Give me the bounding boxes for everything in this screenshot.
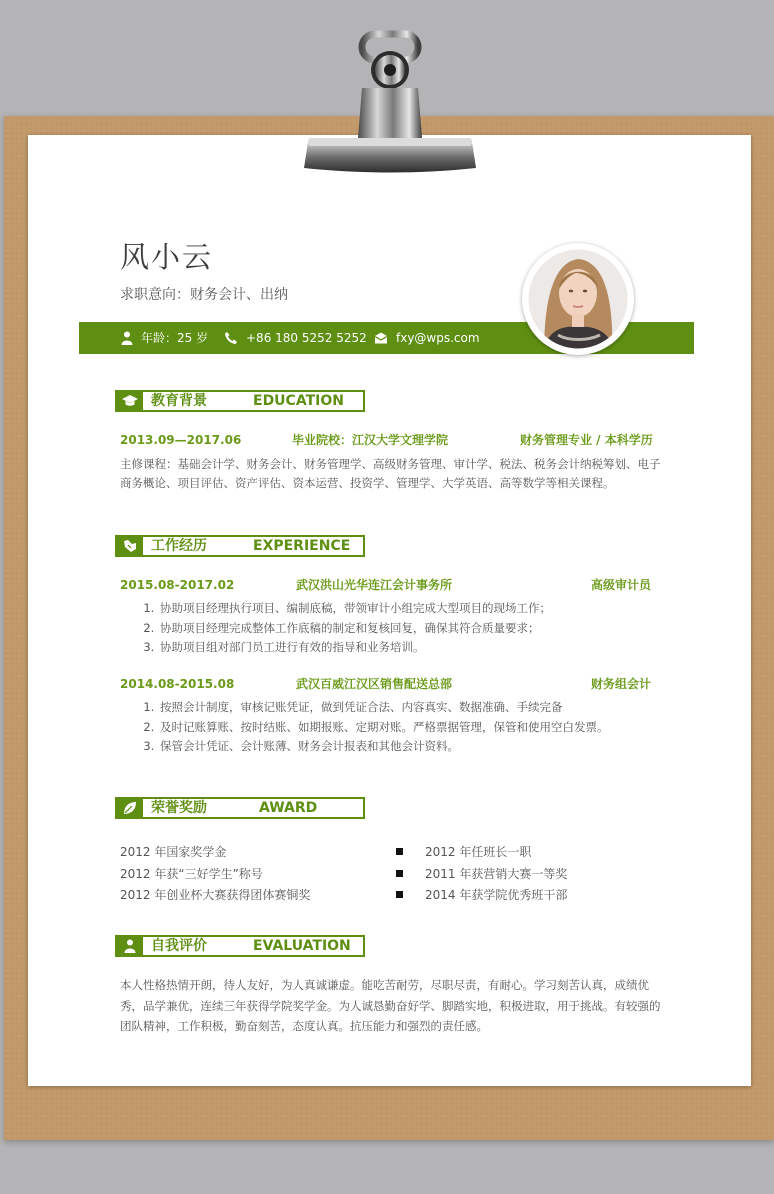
list-item: 2. 及时记账算账、按时结账、如期报账、定期对账。严格票据管理，保管和使用空白发票。 (158, 718, 678, 738)
age-info (121, 322, 208, 354)
age-text: 年龄：25 岁 (141, 331, 209, 345)
bullet-icon (396, 891, 403, 898)
award-header (115, 797, 365, 819)
phone-icon (224, 331, 238, 345)
user-icon (117, 937, 143, 955)
phone-text: +86 180 5252 5252 (246, 331, 367, 345)
leaf-icon (117, 799, 143, 817)
job-company: 武汉洪山光华连江会计事务所 (296, 578, 453, 592)
evaluation-text: 本人性格热情开朗，待人友好，为人真诚谦虚。能吃苦耐劳，尽职尽责，有耐心。学习刻苦认真，成绩优秀，品学兼优，连续三年获得学院奖学金。为人诚恳勤奋好学、脚踏实地，积极进取，用于挑战。有较强的团队精神，工作积极，勤奋刻苦，态度认真。抗压能力和强烈的责任感。 (120, 978, 661, 1033)
job-company: 武汉百威江汉区销售配送总部 (296, 677, 453, 691)
evaluation-title-cn: 自我评价 (151, 938, 207, 954)
phone-info (224, 322, 367, 354)
job-intent: 求职意向：财务会计、出纳 (120, 287, 288, 303)
job-period: 2015.08-2017.02 (120, 578, 235, 592)
list-item: 2012 年国家奖学金 (120, 845, 227, 859)
award-list-right (396, 842, 567, 907)
list-item: 3. 保管会计凭证、会计账薄、财务会计报表和其他会计资料。 (158, 737, 678, 757)
list-item: 2012 年任班长一职 (396, 842, 567, 864)
award-list-left (120, 842, 310, 907)
candidate-name: 风小云 (120, 240, 214, 274)
list-item: 3. 协助项目组对部门员工进行有效的指导和业务培训。 (158, 638, 678, 658)
job-role: 高级审计员 (591, 578, 652, 592)
experience-title-cn: 工作经历 (151, 538, 207, 554)
award-title-cn: 荣誉奖励 (151, 800, 207, 816)
education-period: 2013.09—2017.06 (120, 433, 242, 447)
graduation-cap-icon (117, 392, 143, 410)
resume-paper (28, 135, 751, 1086)
list-item: 1. 按照会计制度，审核记账凭证，做到凭证合法、内容真实、数据准确、手续完备 (158, 698, 678, 718)
portrait-photo (522, 243, 634, 355)
email-text: fxy@wps.com (396, 331, 480, 345)
job-period: 2014.08-2015.08 (120, 677, 235, 691)
education-title-en: EDUCATION (253, 393, 344, 409)
education-courses: 主修课程：基础会计学、财务会计、财务管理学、高级财务管理、审计学、税法、税务会计纳税筹划、电子商务概论、项目评估、资产评估、资本运营、投资学、管理学、大学英语、高等数学等相关课程。 (120, 457, 661, 490)
job-duties-list (120, 698, 678, 757)
experience-title-en: EXPERIENCE (253, 538, 351, 554)
job-role: 财务组会计 (591, 677, 652, 691)
mail-icon (374, 332, 388, 344)
job-duties-list (120, 599, 678, 658)
award-title-en: AWARD (259, 800, 318, 816)
education-major: 财务管理专业 / 本科学历 (520, 433, 653, 447)
bullet-icon (396, 848, 403, 855)
evaluation-title-en: EVALUATION (253, 938, 351, 954)
person-icon (121, 331, 133, 345)
handshake-icon (117, 537, 143, 555)
education-title-cn: 教育背景 (151, 393, 207, 409)
list-item: 2012 年获“三好学生”称号 (120, 866, 263, 881)
list-item: 2011 年获营销大赛一等奖 (396, 864, 567, 886)
avatar (522, 243, 634, 355)
email-info (374, 322, 480, 354)
experience-header (115, 535, 365, 557)
education-header (115, 390, 365, 412)
bullet-icon (396, 870, 403, 877)
binder-clip-icon (300, 26, 480, 176)
list-item: 2014 年获学院优秀班干部 (396, 885, 567, 907)
evaluation-header (115, 935, 365, 957)
list-item: 2. 协助项目经理完成整体工作底稿的制定和复核回复，确保其符合质量要求； (158, 619, 678, 639)
list-item: 1. 协助项目经理执行项目、编制底稿，带领审计小组完成大型项目的现场工作； (158, 599, 678, 619)
list-item: 2012 年创业杯大赛获得团体赛铜奖 (120, 888, 311, 902)
education-school: 毕业院校：江汉大学文理学院 (292, 433, 449, 447)
